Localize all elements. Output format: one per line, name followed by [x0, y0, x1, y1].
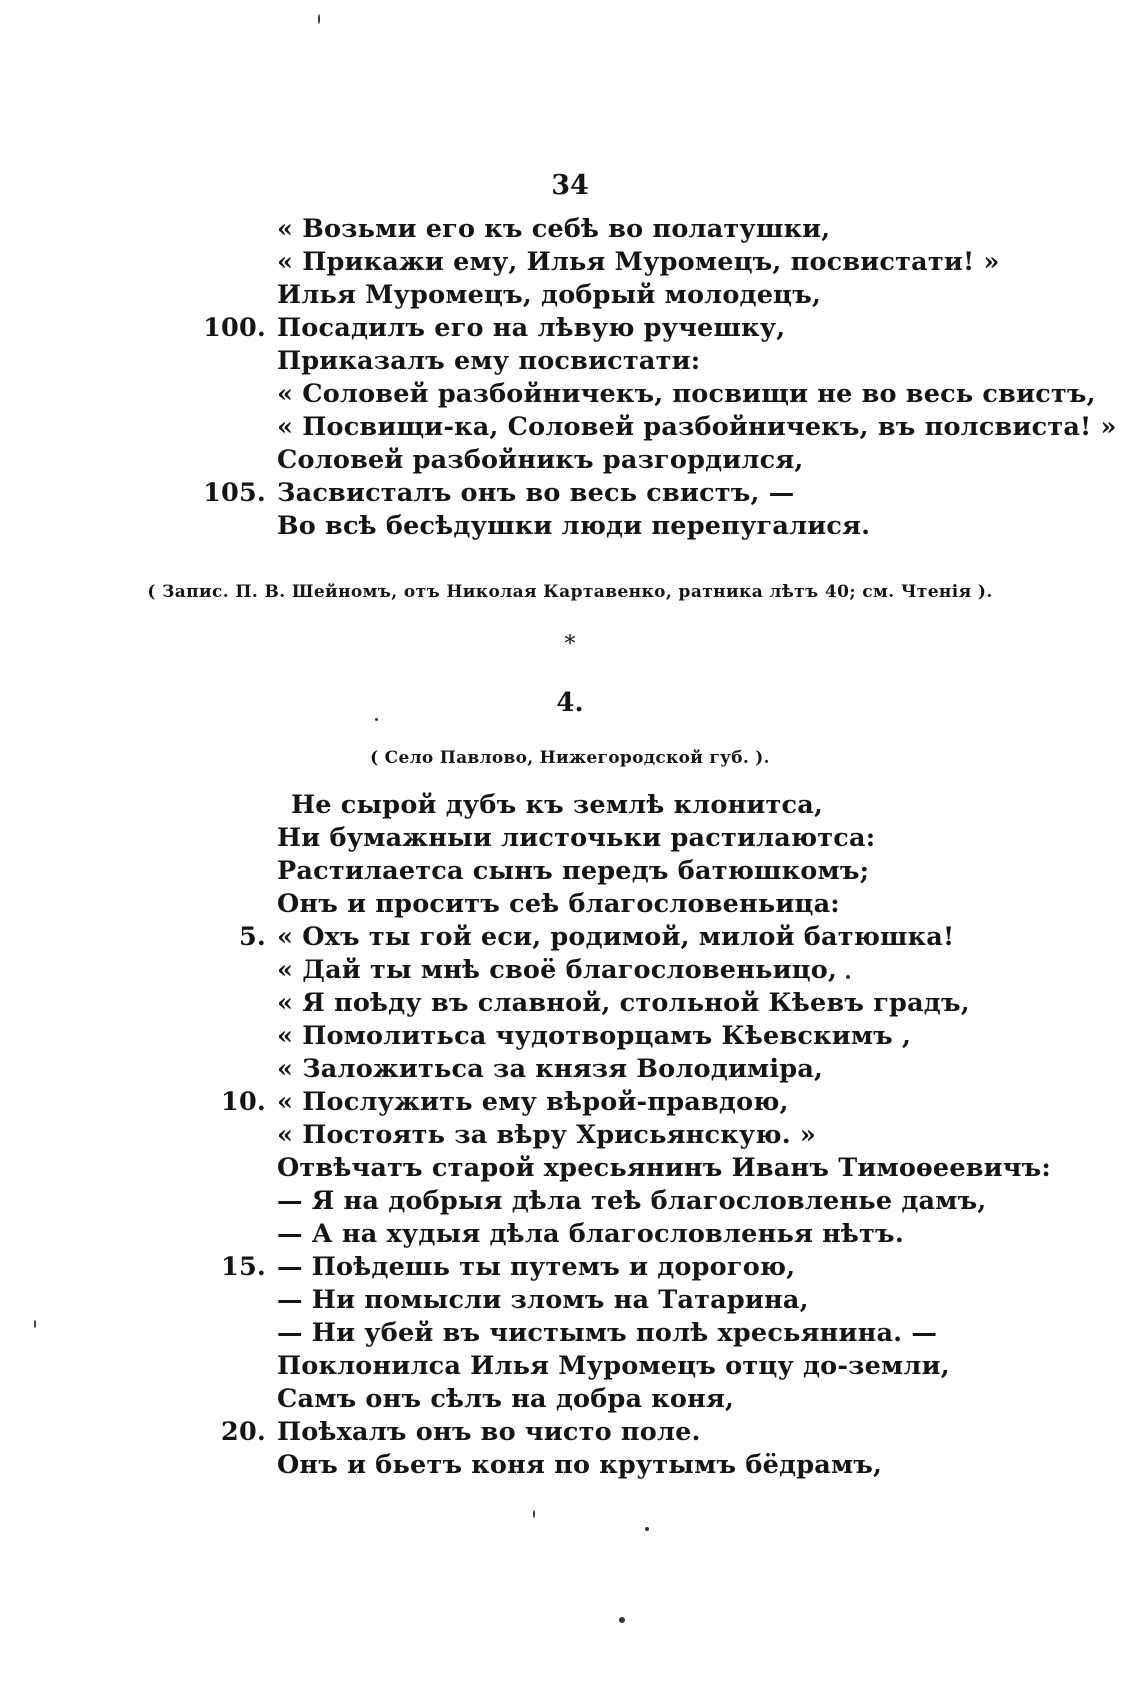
line-number: 100.	[203, 313, 266, 343]
verse-text: Илья Муромецъ, добрый молодецъ,	[277, 280, 822, 310]
verse-line	[0, 1318, 1140, 1351]
verse-text: Поклонилса Илья Муромецъ отцу до-земли,	[277, 1351, 950, 1381]
stanza-bottom	[0, 790, 1140, 1483]
line-number: 15.	[221, 1252, 266, 1282]
verse-line	[0, 988, 1140, 1021]
verse-text: — Ни убей въ чистымъ полѣ хресьянина. —	[277, 1318, 938, 1348]
verse-text: « Соловей разбойничекъ, посвищи не во весь свистъ,	[277, 379, 1096, 409]
verse-text: Не сырой дубъ къ землѣ клонитса,	[291, 790, 824, 820]
scan-speck	[318, 14, 320, 24]
verse-line	[0, 1417, 1140, 1450]
verse-text: « Помолитьса чудотворцамъ Кѣевскимъ ,	[277, 1021, 912, 1051]
verse-line	[0, 379, 1140, 412]
verse-text: — Ни помысли зломъ на Татарина,	[277, 1285, 809, 1315]
verse-line	[0, 478, 1140, 511]
verse-line	[0, 922, 1140, 955]
line-number: 105.	[203, 478, 266, 508]
source-note: ( Запис. П. В. Шейномъ, отъ Николая Картавенко, ратника лѣтъ 40; см. Чтенія ).	[147, 582, 993, 602]
verse-text: « Послужить ему вѣрой-правдою,	[277, 1087, 789, 1117]
verse-text: Растилаетса сынъ передъ батюшкомъ;	[277, 856, 870, 886]
verse-line	[0, 280, 1140, 313]
verse-line	[0, 445, 1140, 478]
verse-text: « Возьми его къ себѣ во полатушки,	[277, 214, 831, 244]
scan-speck	[533, 1510, 535, 1518]
verse-text: — Поѣдешь ты путемъ и дорогою,	[277, 1252, 796, 1282]
verse-text: « Посвищи-ка, Соловей разбойничекъ, въ полсвиста! »	[277, 412, 1117, 442]
verse-line	[0, 247, 1140, 280]
verse-text: « Постоять за вѣру Хрисьянскую. »	[277, 1120, 816, 1150]
verse-text: « Прикажи ему, Илья Муромецъ, посвистати! »	[277, 247, 1000, 277]
verse-text: Посадилъ его на лѣвую ручешку,	[277, 313, 786, 343]
verse-line	[0, 214, 1140, 247]
verse-line	[0, 1384, 1140, 1417]
verse-line	[0, 1450, 1140, 1483]
verse-line	[0, 790, 1140, 823]
line-number: 10.	[221, 1087, 266, 1117]
verse-text: « Заложитьса за князя Володиміра,	[277, 1054, 824, 1084]
scan-speck	[645, 1527, 649, 1531]
verse-line	[0, 346, 1140, 379]
verse-text: — А на худыя дѣла благословленья нѣтъ.	[277, 1219, 904, 1249]
scan-speck	[619, 1617, 625, 1623]
line-number: 20.	[221, 1417, 266, 1447]
separator-asterisk: *	[564, 632, 576, 657]
verse-line	[0, 511, 1140, 544]
verse-text: Онъ и проситъ сеѣ благословеньица:	[277, 889, 840, 919]
verse-text: — Я на добрыя дѣла теѣ благословленье дамъ,	[277, 1186, 987, 1216]
verse-text: « Охъ ты гой еси, родимой, милой батюшка!	[277, 922, 955, 952]
verse-line	[0, 1087, 1140, 1120]
verse-text: Приказалъ ему посвистати:	[277, 346, 701, 376]
page-number: 34	[551, 170, 589, 201]
section-number: 4.	[556, 688, 584, 718]
verse-text: « Дай ты мнѣ своё благословеньицо,	[277, 955, 838, 985]
verse-text: Отвѣчатъ старой хресьянинъ Иванъ Тимоѳеевичъ:	[277, 1153, 1052, 1183]
verse-line	[0, 856, 1140, 889]
verse-line	[0, 1021, 1140, 1054]
verse-line	[0, 1219, 1140, 1252]
location-caption: ( Село Павлово, Нижегородской губ. ).	[370, 748, 770, 768]
line-number: 5.	[238, 922, 266, 952]
verse-line	[0, 1120, 1140, 1153]
verse-line	[0, 412, 1140, 445]
verse-text: Во всѣ бесѣдушки люди перепугалися.	[277, 511, 871, 541]
verse-text: Онъ и бьетъ коня по крутымъ бёдрамъ,	[277, 1450, 883, 1480]
verse-text: Засвисталъ онъ во весь свистъ, —	[277, 478, 795, 508]
verse-line	[0, 1186, 1140, 1219]
verse-text: Ни бумажныи листочьки растилаютса:	[277, 823, 876, 853]
verse-line	[0, 823, 1140, 856]
verse-text: Самъ онъ сѣлъ на добра коня,	[277, 1384, 735, 1414]
verse-text: « Я поѣду въ славной, стольной Кѣевъ градъ,	[277, 988, 970, 1018]
stanza-top	[0, 214, 1140, 544]
scan-speck	[34, 1320, 36, 1328]
verse-text: Соловей разбойникъ разгордился,	[277, 445, 804, 475]
verse-text: Поѣхалъ онъ во чисто поле.	[277, 1417, 701, 1447]
scan-speck	[375, 718, 378, 721]
verse-line	[0, 889, 1140, 922]
scan-speck	[846, 975, 850, 979]
verse-line	[0, 1252, 1140, 1285]
verse-line	[0, 1351, 1140, 1384]
verse-line	[0, 1054, 1140, 1087]
verse-line	[0, 1153, 1140, 1186]
verse-line	[0, 313, 1140, 346]
verse-line	[0, 955, 1140, 988]
verse-line	[0, 1285, 1140, 1318]
